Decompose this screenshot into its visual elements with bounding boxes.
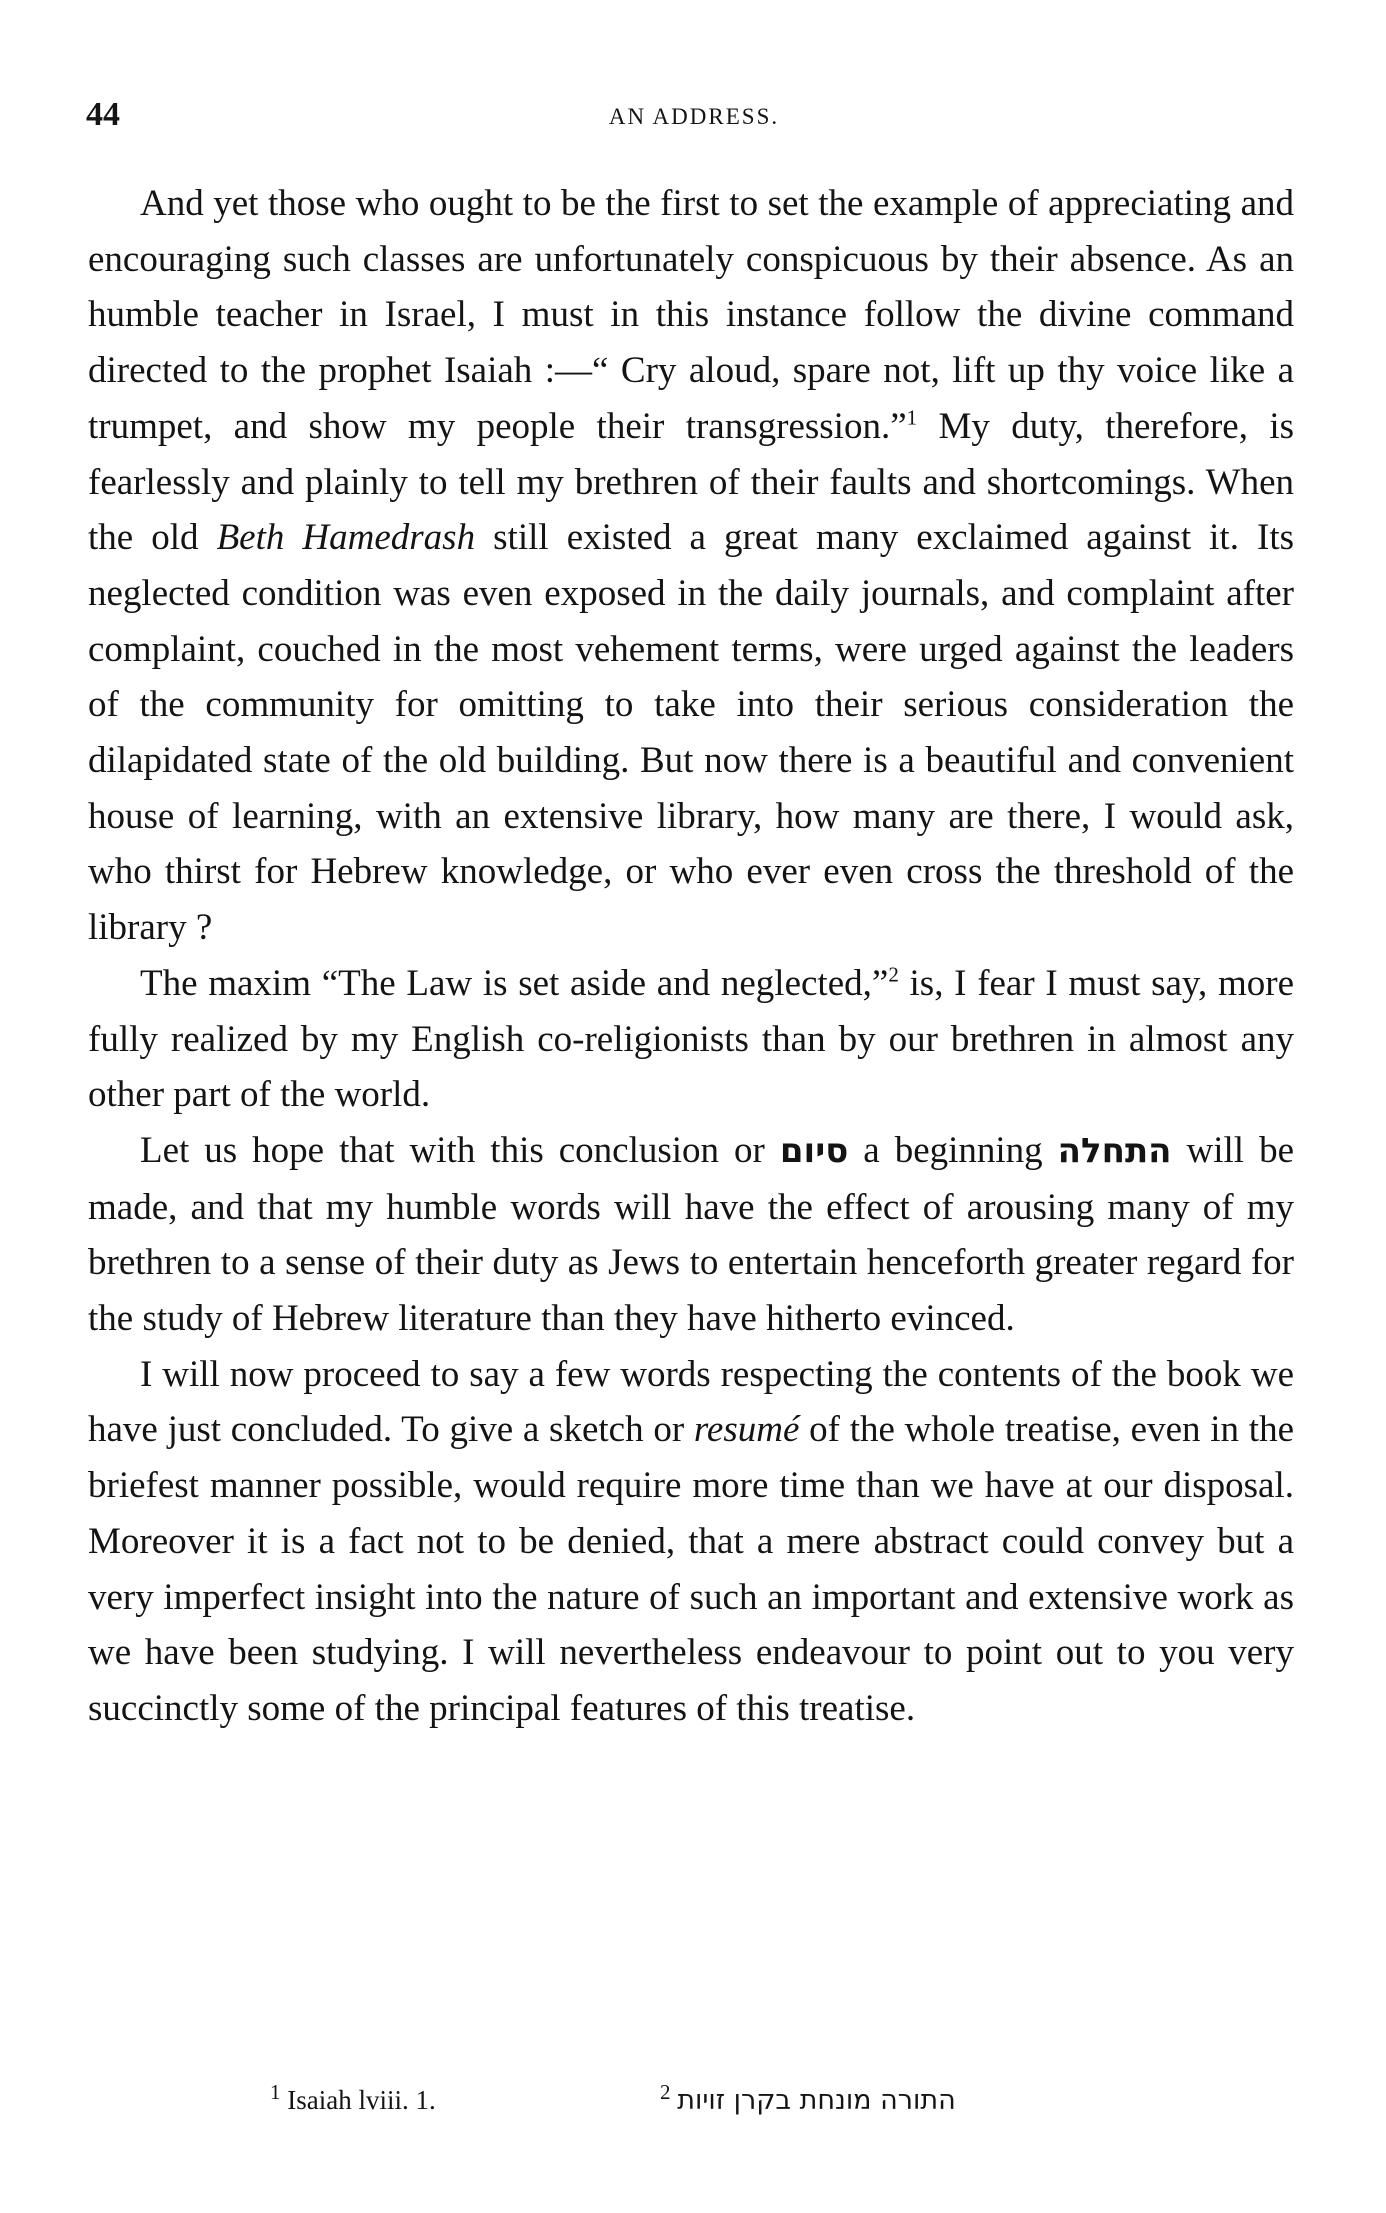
paragraph-4 <box>88 1347 1294 1737</box>
footnote-2-hebrew: התורה מונחת בקרן זויות <box>677 2085 956 2116</box>
footnote-1-marker: 1 <box>270 2080 281 2104</box>
text-run: will be made, and that my humble words will have the effect of arousing many of my brethren to a sense of their duty as Jews to entertain henceforth greater regard for the study of Hebrew literature than they have hitherto evinced. <box>88 1129 1294 1340</box>
page-number: 44 <box>86 96 120 133</box>
paragraph-3 <box>88 1123 1294 1347</box>
running-head <box>86 96 1302 136</box>
paragraph-2 <box>88 956 1294 1123</box>
text-run: Let us hope that with this conclusion or <box>140 1129 780 1171</box>
text-run: is, I fear I must say, more fully realized by my English co-religionists than by our brethren in almost any other part of the world. <box>88 962 1294 1116</box>
hebrew-term: סיום <box>779 1130 849 1171</box>
italic-term: Beth Hamedrash <box>216 517 476 559</box>
hebrew-term: התחלה <box>1057 1130 1172 1171</box>
body-text <box>88 176 1294 1737</box>
text-run: a beginning <box>848 1129 1058 1171</box>
running-title: AN ADDRESS. <box>608 104 780 129</box>
italic-term: resumé <box>693 1409 800 1451</box>
footnote-1 <box>270 2080 436 2120</box>
footnote-2 <box>660 2080 956 2121</box>
text-run: My duty, therefore, is fearlessly and plainly to tell my brethren of their faults and shortcomings. When the old <box>88 405 1295 559</box>
footnote-reference: 2 <box>888 962 899 987</box>
footnote-1-text: Isaiah lviii. 1. <box>287 2085 436 2115</box>
paragraph-1 <box>88 176 1294 956</box>
footnote-2-marker: 2 <box>660 2080 671 2104</box>
text-run: I will now proceed to say a few words respecting the contents of the book we have just concluded. To give a sketch or <box>88 1353 1294 1451</box>
footnote-reference: 1 <box>906 405 918 430</box>
text-run: still existed a great many exclaimed against it. Its neglected condition was even exposed in the daily journals, and complaint after complaint, couched in the most vehement terms, were urged against the leaders of the community for omitting to take into their serious consideration the dilapidated state of the old building. But now there is a beautiful and convenient house of learning, with an extensive library, how many are there, I would ask, who thirst for Hebrew knowledge, or who ever even cross the threshold of the library ? <box>88 517 1295 949</box>
text-run: The maxim “The Law is set aside and neglected,” <box>140 962 889 1004</box>
text-run: of the whole treatise, even in the briefest manner possible, would require more time than we have at our disposal. Moreover it is a fact not to be denied, that a mere abstract could convey but a very imperfect insight into the nature of such an important and extensive work as we have been studying. I will nevertheless endeavour to point out to you very succinctly some of the principal features of this treatise. <box>88 1409 1294 1729</box>
text-run: And yet those who ought to be the first to set the example of appreciating and encouraging such classes are unfortunately conspicuous by their absence. As an humble teacher in Israel, I must in this instance follow the divine command directed to the prophet Isaiah :—“ Cry aloud, spare not, lift up thy voice like a trumpet, and show my people their transgression.” <box>88 183 1294 447</box>
